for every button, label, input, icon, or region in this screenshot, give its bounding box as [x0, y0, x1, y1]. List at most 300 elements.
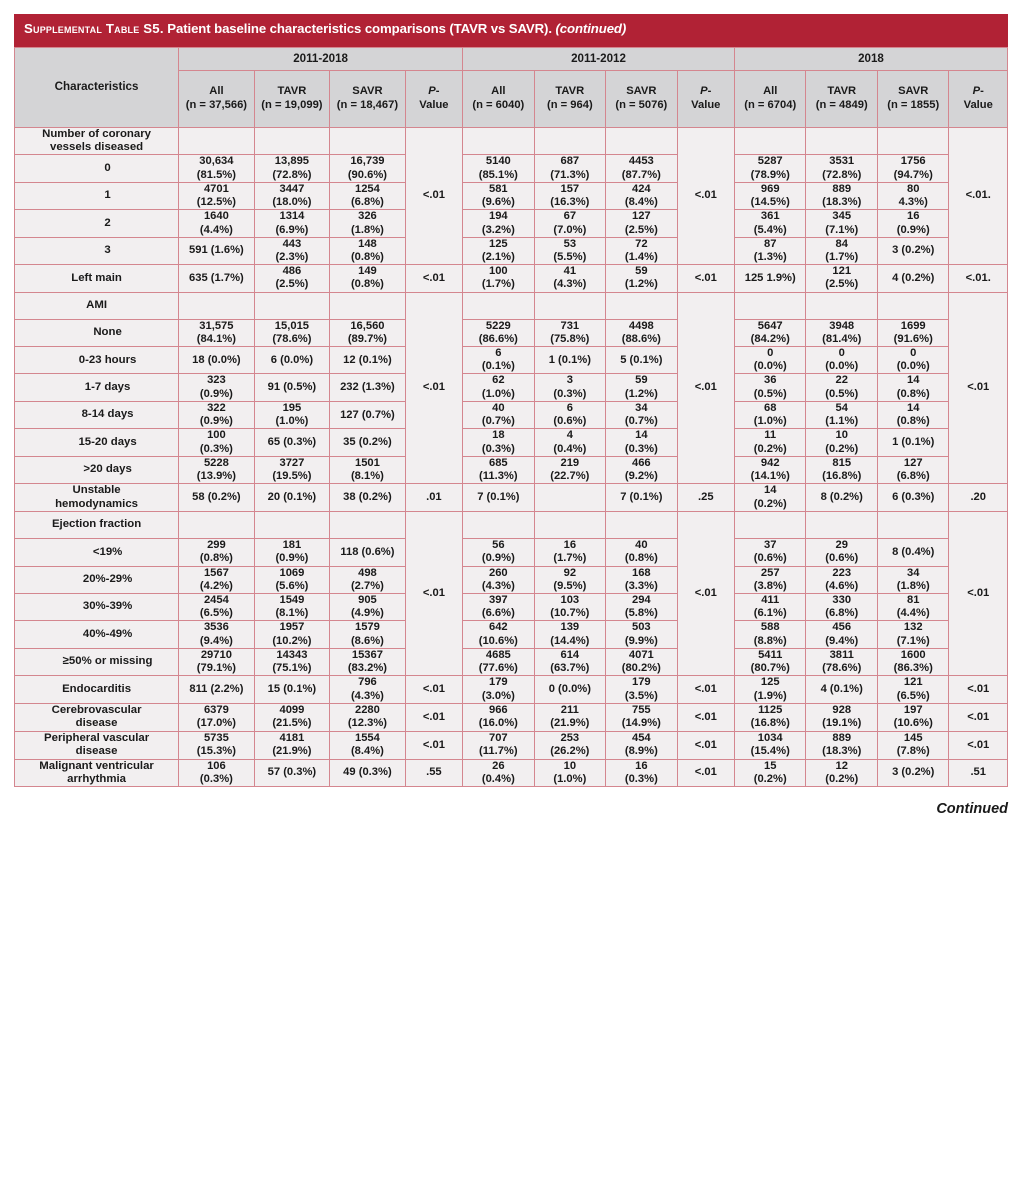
data-cell: 36 (0.5%) [734, 374, 806, 401]
header-col-name: TAVR [277, 85, 307, 98]
section-header-row [15, 127, 1008, 155]
data-cell: 53 (5.5%) [534, 237, 606, 264]
data-cell: 411 (6.1%) [734, 594, 806, 621]
data-cell: 106 (0.3%) [179, 759, 255, 787]
data-cell: 168 (3.3%) [606, 566, 678, 593]
pvalue-cell-group-0: <.01 [405, 676, 462, 703]
data-cell: 41 (4.3%) [534, 265, 606, 292]
header-col-2 [330, 70, 406, 127]
row-label: 15-20 days [15, 429, 179, 456]
pvalue-cell-group-2: <.01 [949, 512, 1008, 676]
header-col-4 [463, 70, 535, 127]
header-col-n: (n = 4849) [815, 98, 868, 111]
data-cell: 100 (0.3%) [179, 429, 255, 456]
row-label: 8-14 days [15, 401, 179, 428]
header-group-2011-2012: 2011-2012 [463, 47, 735, 70]
data-cell: 5287 (78.9%) [734, 155, 806, 182]
table-row [15, 703, 1008, 731]
data-cell: 0 (0.0%) [534, 676, 606, 703]
header-characteristics-cell [15, 47, 179, 127]
data-cell: 685 (11.3%) [463, 456, 535, 483]
data-cell: 4 (0.2%) [877, 265, 949, 292]
data-cell: 10 (1.0%) [534, 759, 606, 787]
data-cell: 121 (6.5%) [877, 676, 949, 703]
data-cell: 4181 (21.9%) [254, 731, 330, 759]
data-cell: 125 (1.9%) [734, 676, 806, 703]
data-cell: 1314 (6.9%) [254, 210, 330, 237]
header-col-name: P- [428, 85, 440, 98]
data-cell: 456 (9.4%) [806, 621, 878, 648]
data-cell: 6 (0.6%) [534, 401, 606, 428]
data-cell: 1579 (8.6%) [330, 621, 406, 648]
section-header-row [15, 292, 1008, 319]
data-cell: 179 (3.0%) [463, 676, 535, 703]
header-group-row [15, 47, 1008, 70]
section-header-empty-cell [806, 292, 878, 319]
header-col-n: (n = 6040) [472, 98, 525, 111]
data-cell: 4453 (87.7%) [606, 155, 678, 182]
pvalue-cell-group-1: <.01 [677, 731, 734, 759]
pvalue-cell-group-2: <.01 [949, 676, 1008, 703]
data-cell: 4498 (88.6%) [606, 319, 678, 346]
data-cell: 942 (14.1%) [734, 456, 806, 483]
header-col-n: (n = 964) [546, 98, 593, 111]
pvalue-cell-group-0: .01 [405, 484, 462, 512]
header-group-2018: 2018 [734, 47, 1007, 70]
data-cell: 197 (10.6%) [877, 703, 949, 731]
data-cell: 139 (14.4%) [534, 621, 606, 648]
data-cell: 127 (0.7%) [330, 401, 406, 428]
pvalue-cell-group-0: <.01 [405, 127, 462, 265]
data-cell: 121 (2.5%) [806, 265, 878, 292]
data-cell: 14 (0.8%) [877, 374, 949, 401]
section-header-label: Number of coronary vessels diseased [15, 127, 179, 155]
data-cell: 5 (0.1%) [606, 347, 678, 374]
data-cell: 16 (1.7%) [534, 539, 606, 566]
data-cell: 1549 (8.1%) [254, 594, 330, 621]
data-cell: 3 (0.2%) [877, 237, 949, 264]
header-col-6 [606, 70, 678, 127]
table-row [15, 155, 1008, 182]
data-cell: 253 (26.2%) [534, 731, 606, 759]
header-col-8 [734, 70, 806, 127]
data-cell: 20 (0.1%) [254, 484, 330, 512]
data-cell: 3536 (9.4%) [179, 621, 255, 648]
section-header-empty-cell [463, 127, 535, 155]
data-cell: 486 (2.5%) [254, 265, 330, 292]
data-cell: 4071 (80.2%) [606, 648, 678, 675]
section-header-empty-cell [606, 292, 678, 319]
data-cell: 1 (0.1%) [534, 347, 606, 374]
header-col-n: (n = 5076) [615, 98, 668, 111]
header-col-n: Value [963, 98, 993, 111]
data-cell: 14 (0.3%) [606, 429, 678, 456]
data-cell: 424 (8.4%) [606, 182, 678, 209]
header-col-n: Value [419, 98, 449, 111]
data-cell: 195 (1.0%) [254, 401, 330, 428]
data-cell: 454 (8.9%) [606, 731, 678, 759]
data-cell: 322 (0.9%) [179, 401, 255, 428]
data-cell: 12 (0.1%) [330, 347, 406, 374]
data-cell: 15,015 (78.6%) [254, 319, 330, 346]
data-cell: 8 (0.2%) [806, 484, 878, 512]
header-col-name: All [209, 85, 224, 98]
data-cell: 0 (0.0%) [806, 347, 878, 374]
header-col-5 [534, 70, 606, 127]
table-row [15, 237, 1008, 264]
data-cell: 969 (14.5%) [734, 182, 806, 209]
data-cell: 80 4.3%) [877, 182, 949, 209]
section-header-label: AMI [15, 292, 179, 319]
section-header-empty-cell [330, 127, 406, 155]
data-cell: 1699 (91.6%) [877, 319, 949, 346]
header-col-n: (n = 6704) [744, 98, 797, 111]
table-row [15, 676, 1008, 703]
data-cell: 635 (1.7%) [179, 265, 255, 292]
row-label: 1 [15, 182, 179, 209]
row-label: Left main [15, 265, 179, 292]
data-cell: 1957 (10.2%) [254, 621, 330, 648]
data-cell: 211 (21.9%) [534, 703, 606, 731]
data-cell: 57 (0.3%) [254, 759, 330, 787]
data-cell: 91 (0.5%) [254, 374, 330, 401]
data-cell: 294 (5.8%) [606, 594, 678, 621]
data-cell: 148 (0.8%) [330, 237, 406, 264]
data-cell: 6 (0.0%) [254, 347, 330, 374]
data-cell: 18 (0.0%) [179, 347, 255, 374]
pvalue-cell-group-0: .55 [405, 759, 462, 787]
data-cell: 181 (0.9%) [254, 539, 330, 566]
data-cell: 149 (0.8%) [330, 265, 406, 292]
data-cell: 2280 (12.3%) [330, 703, 406, 731]
data-cell: 103 (10.7%) [534, 594, 606, 621]
data-cell: 966 (16.0%) [463, 703, 535, 731]
section-header-empty-cell [877, 512, 949, 539]
table-row [15, 401, 1008, 428]
table-row [15, 648, 1008, 675]
data-cell: 2454 (6.5%) [179, 594, 255, 621]
data-cell: 223 (4.6%) [806, 566, 878, 593]
header-col-n: (n = 18,467) [336, 98, 399, 111]
data-cell: 5140 (85.1%) [463, 155, 535, 182]
header-col-9 [806, 70, 878, 127]
data-cell: 58 (0.2%) [179, 484, 255, 512]
data-cell: 1554 (8.4%) [330, 731, 406, 759]
pvalue-cell-group-2: .20 [949, 484, 1008, 512]
header-col-1 [254, 70, 330, 127]
data-cell: 132 (7.1%) [877, 621, 949, 648]
header-col-name: P- [972, 85, 984, 98]
table-body [15, 127, 1008, 787]
data-cell: 503 (9.9%) [606, 621, 678, 648]
table-row [15, 429, 1008, 456]
table-row [15, 456, 1008, 483]
header-col-name: All [491, 85, 506, 98]
table-title-bar [14, 14, 1008, 47]
data-cell: 15 (0.2%) [734, 759, 806, 787]
row-label: 40%-49% [15, 621, 179, 648]
section-header-empty-cell [534, 292, 606, 319]
row-label: <19% [15, 539, 179, 566]
data-cell: 30,634 (81.5%) [179, 155, 255, 182]
data-cell: 16,560 (89.7%) [330, 319, 406, 346]
data-cell: 84 (1.7%) [806, 237, 878, 264]
section-header-empty-cell [606, 512, 678, 539]
data-cell: 1069 (5.6%) [254, 566, 330, 593]
data-cell: 59 (1.2%) [606, 265, 678, 292]
pvalue-cell-group-1: <.01 [677, 512, 734, 676]
pvalue-cell-group-2: <.01 [949, 731, 1008, 759]
continued-footer: Continued [936, 801, 1008, 818]
header-col-0 [179, 70, 255, 127]
data-cell: 14343 (75.1%) [254, 648, 330, 675]
pvalue-cell-group-1: <.01 [677, 127, 734, 265]
data-cell: 731 (75.8%) [534, 319, 606, 346]
pvalue-cell-group-2: <.01 [949, 292, 1008, 484]
section-header-empty-cell [254, 292, 330, 319]
data-cell: 16 (0.3%) [606, 759, 678, 787]
data-cell: 905 (4.9%) [330, 594, 406, 621]
data-cell: 0 (0.0%) [734, 347, 806, 374]
data-cell: 614 (63.7%) [534, 648, 606, 675]
data-cell: 642 (10.6%) [463, 621, 535, 648]
data-cell: 127 (2.5%) [606, 210, 678, 237]
data-cell: 15 (0.1%) [254, 676, 330, 703]
data-cell: 81 (4.4%) [877, 594, 949, 621]
table-row [15, 539, 1008, 566]
data-cell: 67 (7.0%) [534, 210, 606, 237]
data-cell: 38 (0.2%) [330, 484, 406, 512]
pvalue-cell-group-1: <.01 [677, 676, 734, 703]
data-cell: 34 (0.7%) [606, 401, 678, 428]
data-cell: 796 (4.3%) [330, 676, 406, 703]
data-cell: 5647 (84.2%) [734, 319, 806, 346]
header-col-n: Value [691, 98, 721, 111]
data-cell: 1034 (15.4%) [734, 731, 806, 759]
data-cell: 12 (0.2%) [806, 759, 878, 787]
data-cell: 3 (0.3%) [534, 374, 606, 401]
data-cell: 31,575 (84.1%) [179, 319, 255, 346]
data-cell: 15367 (83.2%) [330, 648, 406, 675]
data-cell: 157 (16.3%) [534, 182, 606, 209]
data-cell: 581 (9.6%) [463, 182, 535, 209]
data-cell: 1600 (86.3%) [877, 648, 949, 675]
data-cell: 4685 (77.6%) [463, 648, 535, 675]
data-cell: 22 (0.5%) [806, 374, 878, 401]
section-header-empty-cell [806, 127, 878, 155]
data-cell: 37 (0.6%) [734, 539, 806, 566]
data-cell: 3531 (72.8%) [806, 155, 878, 182]
table-row [15, 731, 1008, 759]
data-cell: 35 (0.2%) [330, 429, 406, 456]
data-cell: 443 (2.3%) [254, 237, 330, 264]
data-cell: 588 (8.8%) [734, 621, 806, 648]
header-col-name: SAVR [352, 85, 383, 98]
section-header-empty-cell [254, 127, 330, 155]
row-label: Peripheral vascular disease [15, 731, 179, 759]
pvalue-cell-group-1: .25 [677, 484, 734, 512]
data-cell: 889 (18.3%) [806, 731, 878, 759]
table-row [15, 319, 1008, 346]
data-cell: 62 (1.0%) [463, 374, 535, 401]
data-cell: 18 (0.3%) [463, 429, 535, 456]
section-header-empty-cell [254, 512, 330, 539]
section-header-empty-cell [806, 512, 878, 539]
pvalue-cell-group-1: <.01 [677, 703, 734, 731]
pvalue-cell-group-0: <.01 [405, 292, 462, 484]
data-cell: 40 (0.7%) [463, 401, 535, 428]
data-cell: 345 (7.1%) [806, 210, 878, 237]
table-row [15, 594, 1008, 621]
section-header-empty-cell [463, 292, 535, 319]
pvalue-cell-group-2: .51 [949, 759, 1008, 787]
header-col-n: (n = 19,099) [261, 98, 323, 111]
data-cell: 29710 (79.1%) [179, 648, 255, 675]
data-cell: 13,895 (72.8%) [254, 155, 330, 182]
section-header-empty-cell [877, 127, 949, 155]
data-cell: 1125 (16.8%) [734, 703, 806, 731]
data-cell: 299 (0.8%) [179, 539, 255, 566]
row-label: None [15, 319, 179, 346]
data-cell: 49 (0.3%) [330, 759, 406, 787]
data-cell: 260 (4.3%) [463, 566, 535, 593]
data-cell: 125 1.9%) [734, 265, 806, 292]
data-cell: 707 (11.7%) [463, 731, 535, 759]
header-col-11 [949, 70, 1008, 127]
data-cell: 889 (18.3%) [806, 182, 878, 209]
header-col-name: SAVR [898, 85, 929, 98]
header-col-10 [877, 70, 949, 127]
header-col-n: (n = 37,566) [185, 98, 248, 111]
data-cell: 16 (0.9%) [877, 210, 949, 237]
section-header-empty-cell [179, 127, 255, 155]
data-cell: 1640 (4.4%) [179, 210, 255, 237]
data-cell: 3447 (18.0%) [254, 182, 330, 209]
data-cell: 687 (71.3%) [534, 155, 606, 182]
section-header-empty-cell [179, 512, 255, 539]
header-col-3 [405, 70, 462, 127]
data-cell: 8 (0.4%) [877, 539, 949, 566]
data-cell: 10 (0.2%) [806, 429, 878, 456]
data-cell: 3811 (78.6%) [806, 648, 878, 675]
table-row [15, 210, 1008, 237]
pvalue-cell-group-2: <.01. [949, 265, 1008, 292]
row-label: 2 [15, 210, 179, 237]
section-header-empty-cell [734, 292, 806, 319]
data-cell: 6 (0.3%) [877, 484, 949, 512]
table-row [15, 566, 1008, 593]
table-row [15, 347, 1008, 374]
data-cell: 4 (0.4%) [534, 429, 606, 456]
data-cell: 326 (1.8%) [330, 210, 406, 237]
row-label: Endocarditis [15, 676, 179, 703]
data-cell: 127 (6.8%) [877, 456, 949, 483]
data-cell: 4 (0.1%) [806, 676, 878, 703]
data-cell: 323 (0.9%) [179, 374, 255, 401]
data-cell: 5228 (13.9%) [179, 456, 255, 483]
data-cell: 3 (0.2%) [877, 759, 949, 787]
data-cell: 1501 (8.1%) [330, 456, 406, 483]
data-cell: 5411 (80.7%) [734, 648, 806, 675]
data-cell: 811 (2.2%) [179, 676, 255, 703]
section-header-empty-cell [330, 512, 406, 539]
section-header-empty-cell [330, 292, 406, 319]
data-cell: 361 (5.4%) [734, 210, 806, 237]
pvalue-cell-group-1: <.01 [677, 759, 734, 787]
section-header-empty-cell [179, 292, 255, 319]
row-label: 1-7 days [15, 374, 179, 401]
data-cell: 4701 (12.5%) [179, 182, 255, 209]
header-col-7 [677, 70, 734, 127]
table-title-continued: (continued) [555, 21, 627, 36]
data-cell: 3948 (81.4%) [806, 319, 878, 346]
data-cell: 14 (0.2%) [734, 484, 806, 512]
table-row [15, 374, 1008, 401]
row-label: Unstable hemodynamics [15, 484, 179, 512]
data-cell: 34 (1.8%) [877, 566, 949, 593]
data-cell [534, 484, 606, 512]
pvalue-cell-group-1: <.01 [677, 265, 734, 292]
data-cell: 145 (7.8%) [877, 731, 949, 759]
row-label: 3 [15, 237, 179, 264]
data-cell: 54 (1.1%) [806, 401, 878, 428]
data-cell: 591 (1.6%) [179, 237, 255, 264]
data-cell: 100 (1.7%) [463, 265, 535, 292]
section-header-empty-cell [534, 512, 606, 539]
data-cell: 29 (0.6%) [806, 539, 878, 566]
data-cell: 1756 (94.7%) [877, 155, 949, 182]
pvalue-cell-group-0: <.01 [405, 703, 462, 731]
table-row [15, 759, 1008, 787]
header-col-name: All [763, 85, 778, 98]
data-cell: 6 (0.1%) [463, 347, 535, 374]
data-cell: 87 (1.3%) [734, 237, 806, 264]
data-cell: 68 (1.0%) [734, 401, 806, 428]
data-cell: 755 (14.9%) [606, 703, 678, 731]
header-characteristics-label: Characteristics [54, 80, 139, 94]
data-cell: 4099 (21.5%) [254, 703, 330, 731]
data-cell: 5735 (15.3%) [179, 731, 255, 759]
section-header-empty-cell [734, 512, 806, 539]
section-header-empty-cell [463, 512, 535, 539]
data-cell: 6379 (17.0%) [179, 703, 255, 731]
row-label: >20 days [15, 456, 179, 483]
header-col-name: TAVR [827, 85, 857, 98]
row-label: ≥50% or missing [15, 648, 179, 675]
section-header-empty-cell [606, 127, 678, 155]
table-row [15, 265, 1008, 292]
table-title-label: Supplemental Table S5. [24, 21, 164, 36]
table-row [15, 484, 1008, 512]
header-group-2011-2018: 2011-2018 [179, 47, 463, 70]
row-label: Malignant ventricular arrhythmia [15, 759, 179, 787]
data-cell: 16,739 (90.6%) [330, 155, 406, 182]
header-col-name: SAVR [626, 85, 657, 98]
section-header-empty-cell [534, 127, 606, 155]
row-label: 0-23 hours [15, 347, 179, 374]
data-cell: 1 (0.1%) [877, 429, 949, 456]
data-cell: 7 (0.1%) [463, 484, 535, 512]
row-label: 20%-29% [15, 566, 179, 593]
data-cell: 3727 (19.5%) [254, 456, 330, 483]
data-cell: 466 (9.2%) [606, 456, 678, 483]
section-header-label: Ejection fraction [15, 512, 179, 539]
table-title-text: Patient baseline characteristics comparisons (TAVR vs SAVR). [163, 21, 556, 36]
pvalue-cell-group-2: <.01 [949, 703, 1008, 731]
row-label: 0 [15, 155, 179, 182]
data-cell: 56 (0.9%) [463, 539, 535, 566]
pvalue-cell-group-0: <.01 [405, 512, 462, 676]
